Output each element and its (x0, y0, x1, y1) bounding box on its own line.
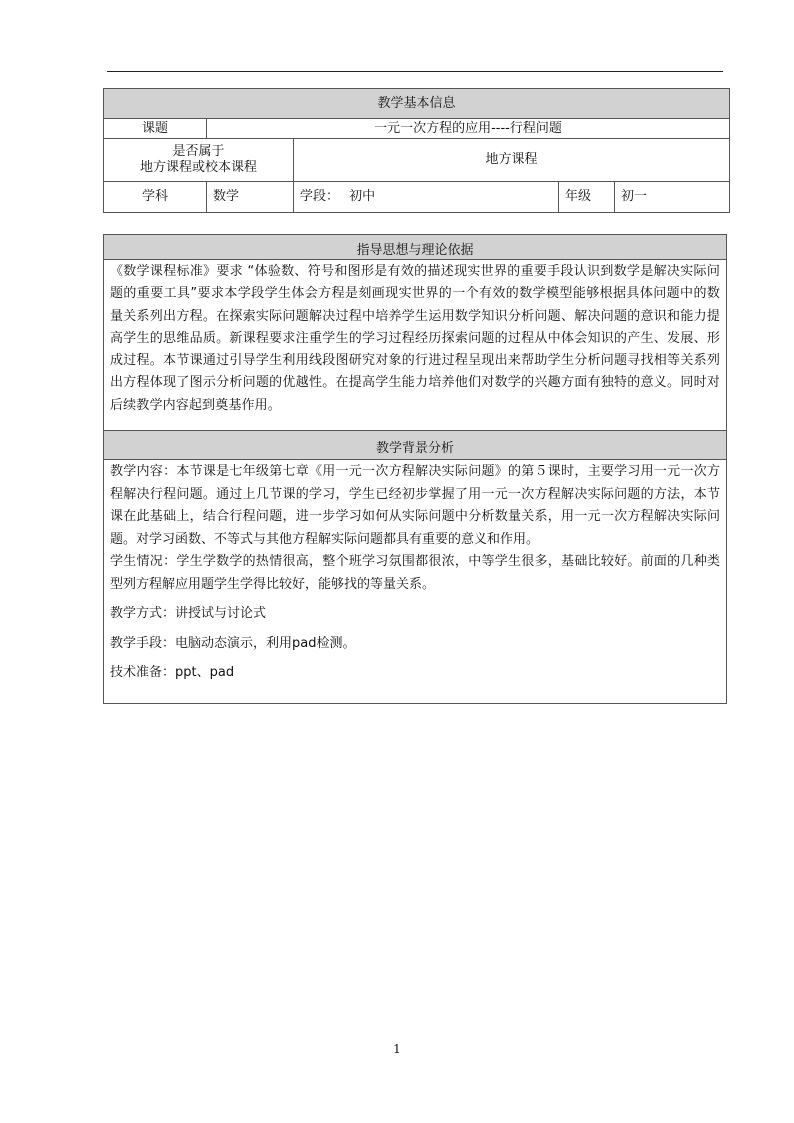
stage-value: 初中 (349, 189, 376, 204)
local-course-value: 地方课程 (294, 139, 730, 182)
background-body (104, 460, 726, 685)
background-title: 教学背景分析 (104, 431, 726, 460)
background-method: 教学方式：讲授试与讨论式 (110, 606, 267, 621)
local-label-line1: 是否属于 (172, 144, 225, 159)
local-course-label (104, 139, 294, 182)
stage-label: 学段： (300, 189, 340, 204)
topic-value: 一元一次方程的应用----行程问题 (207, 119, 730, 139)
background-content: 教学内容：本节课是七年级第七章《用一元一次方程解决实际问题》的第５课时，主要学习用一元一次方程解决行程问题。通过上几节课的学习，学生已经初步掌握了用一元一次方程解决实际问题的方法，本节课在此基础上，结合行程问题，进一步学习如何从实际问题中分析数量关系，用一元一次方程解决实际问题。对学习函数、不等式与其他方程解实际问题都具有重要的意义和作用。 (110, 464, 720, 547)
background-section (103, 430, 727, 704)
grade-label: 年级 (559, 182, 615, 213)
grade-value: 初一 (615, 182, 730, 213)
guidance-section (103, 234, 727, 431)
basic-info-title: 教学基本信息 (104, 89, 730, 119)
background-tech: 技术准备：ppt、pad (110, 665, 235, 680)
stage-cell (294, 182, 559, 213)
header-rule (107, 71, 723, 72)
background-students: 学生情况：学生学数学的热情很高，整个班学习氛围都很浓，中等学生很多，基础比较好。前面的几种类型列方程解应用题学生学得比较好，能够找的等量关系。 (110, 554, 720, 592)
guidance-text: 《数学课程标准》要求 “体验数、符号和图形是有效的描述现实世界的重要手段认识到数学是解决实际问题的重要工具”要求本学段学生体会方程是刻画现实世界的一个有效的数学模型能够根据具体问题中的数量关系列出方程。在探索实际问题解决过程中培养学生运用数学知识分析问题、解决问题的意识和能力提高学生的思维品质。新课程要求注重学生的学习过程经历探索问题的过程从中体会知识的产生、发展、形成过程。本节课通过引导学生利用线段图研究对象的行进过程呈现出来帮助学生分析问题寻找相等关系列出方程体现了图示分析问题的优越性。在提高学生能力培养他们对数学的兴趣方面有独特的意义。同时对后续教学内容起到奠基作用。 (110, 264, 720, 413)
guidance-title: 指导思想与理论依据 (104, 235, 726, 260)
subject-label: 学科 (104, 182, 207, 213)
page-number: 1 (393, 1042, 401, 1056)
local-label-line2: 地方课程或校本课程 (139, 160, 257, 175)
subject-value: 数学 (207, 182, 294, 213)
basic-info-table (103, 88, 730, 213)
topic-label: 课题 (104, 119, 207, 139)
background-means: 教学手段：电脑动态演示，利用pad检测。 (110, 635, 356, 651)
